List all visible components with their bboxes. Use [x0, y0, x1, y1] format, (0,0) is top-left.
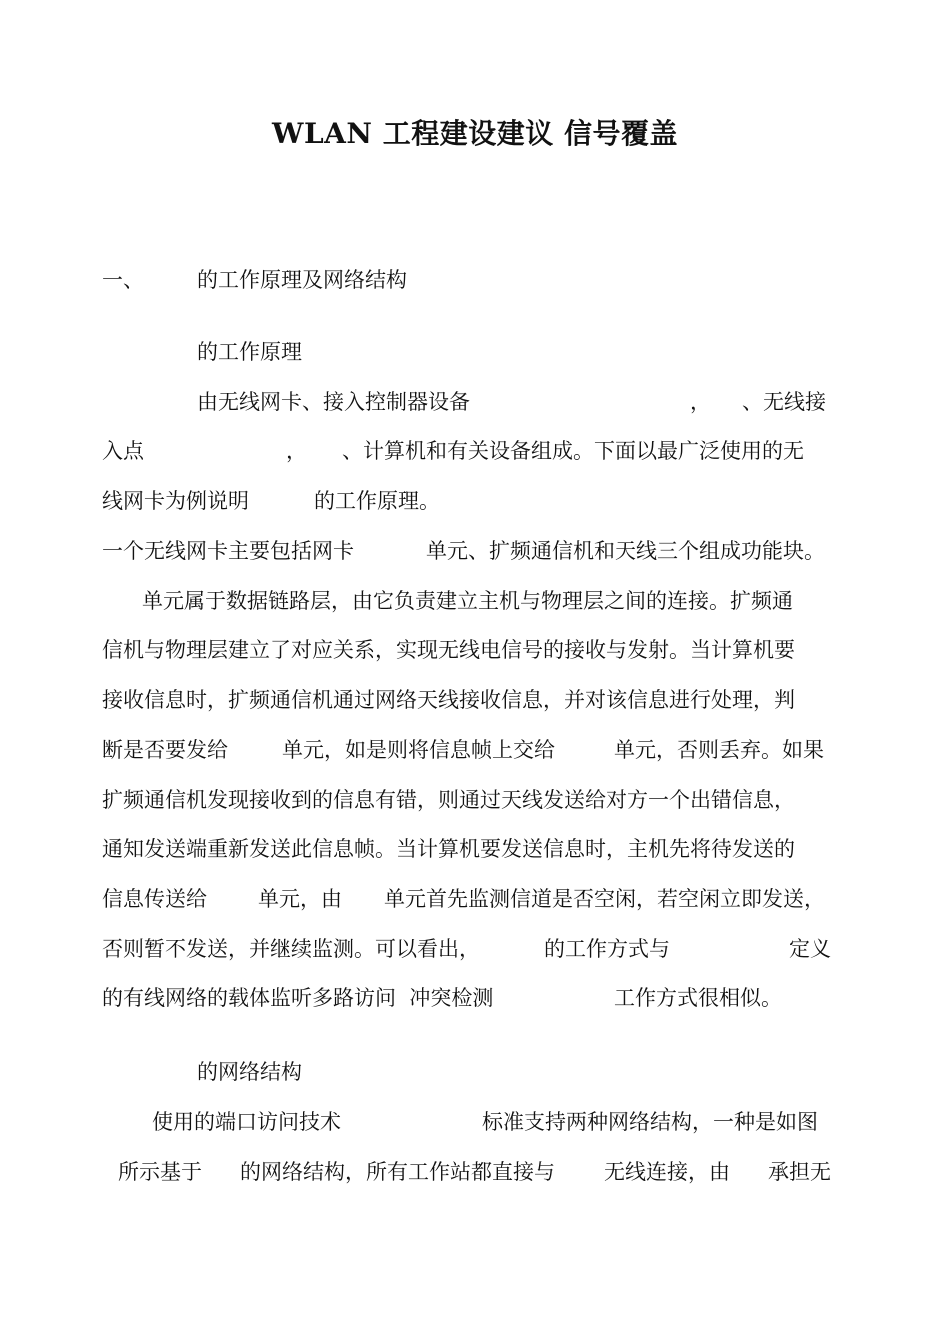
text-span: 入点 [102, 439, 144, 463]
text-span: 接收信息时，扩频通信机通过网络天线接收信息，并对该信息进行处理，判 [102, 688, 795, 712]
text-span: 由无线网卡、接入控制器设备 [197, 390, 470, 414]
text-span: 断是否要发给 [102, 738, 228, 762]
paragraph-line [0, 536, 825, 566]
text-span: ， [690, 390, 711, 414]
text-span: 单元首先监测信道是否空闲，若空闲立即发送， [384, 887, 825, 911]
text-span: 单元属于数据链路层，由它负责建立主机与物理层之间的连接。扩频通 [142, 589, 793, 613]
section-heading-1 [0, 265, 407, 295]
paragraph-line [0, 685, 795, 715]
paragraph-line [0, 486, 440, 516]
text-span: 一个无线网卡主要包括网卡 [102, 539, 354, 563]
paragraph-line [0, 983, 782, 1013]
text-span: 的工作原理。 [314, 489, 440, 513]
text-span: 单元，否则丢弃。如果 [614, 738, 824, 762]
text-span: 标准支持两种网络结构，一种是如图 [482, 1110, 818, 1134]
paragraph-line [0, 1107, 818, 1137]
text-span: 否则暂不发送，并继续监测。可以看出， [102, 937, 480, 961]
paragraph-line [0, 884, 825, 914]
text-span: 的工作方式与 [544, 937, 670, 961]
text-span: 线网卡为例说明 [102, 489, 249, 513]
text-span: 信机与物理层建立了对应关系，实现无线电信号的接收与发射。当计算机要 [102, 638, 795, 662]
text-span: 单元，如是则将信息帧上交给 [282, 738, 555, 762]
section-number: 一、 [102, 268, 144, 292]
text-span: 单元，由 [258, 887, 342, 911]
text-span: 所示基于 [118, 1160, 202, 1184]
text-span: 信息传送给 [102, 887, 207, 911]
text-span: 、计算机和有关设备组成。下面以最广泛使用的无 [342, 439, 804, 463]
paragraph-line [0, 934, 831, 964]
paragraph-line [0, 834, 795, 864]
text-span: 扩频通信机发现接收到的信息有错，则通过天线发送给对方一个出错信息， [102, 788, 795, 812]
text-span: ， [286, 439, 307, 463]
text-span: 单元、扩频通信机和天线三个组成功能块。 [426, 539, 825, 563]
paragraph-line [0, 785, 795, 815]
paragraph-line [0, 436, 804, 466]
text-span: 无线连接，由 [604, 1160, 730, 1184]
page-title: WLAN 工程建设建议 信号覆盖 [272, 117, 678, 150]
paragraph-line [0, 635, 795, 665]
subsection-heading-2 [0, 1057, 302, 1087]
subsection-heading-1 [0, 337, 302, 367]
paragraph-line [0, 387, 826, 417]
text-span: 使用的端口访问技术 [152, 1110, 341, 1134]
section-heading-text: 的工作原理及网络结构 [197, 268, 407, 292]
paragraph-line [0, 1157, 831, 1187]
paragraph-line [0, 735, 824, 765]
text-span: 的有线网络的载体监听多路访问 冲突检测 [102, 986, 494, 1010]
subsection-heading-text: 的工作原理 [197, 340, 302, 364]
paragraph-line [0, 586, 793, 616]
subsection-heading-text: 的网络结构 [197, 1060, 302, 1084]
text-span: 定义 [789, 937, 831, 961]
text-span: 的网络结构，所有工作站都直接与 [240, 1160, 555, 1184]
text-span: 通知发送端重新发送此信息帧。当计算机要发送信息时，主机先将待发送的 [102, 837, 795, 861]
text-span: 、无线接 [742, 390, 826, 414]
text-span: 工作方式很相似。 [614, 986, 782, 1010]
text-span: 承担无 [768, 1160, 831, 1184]
